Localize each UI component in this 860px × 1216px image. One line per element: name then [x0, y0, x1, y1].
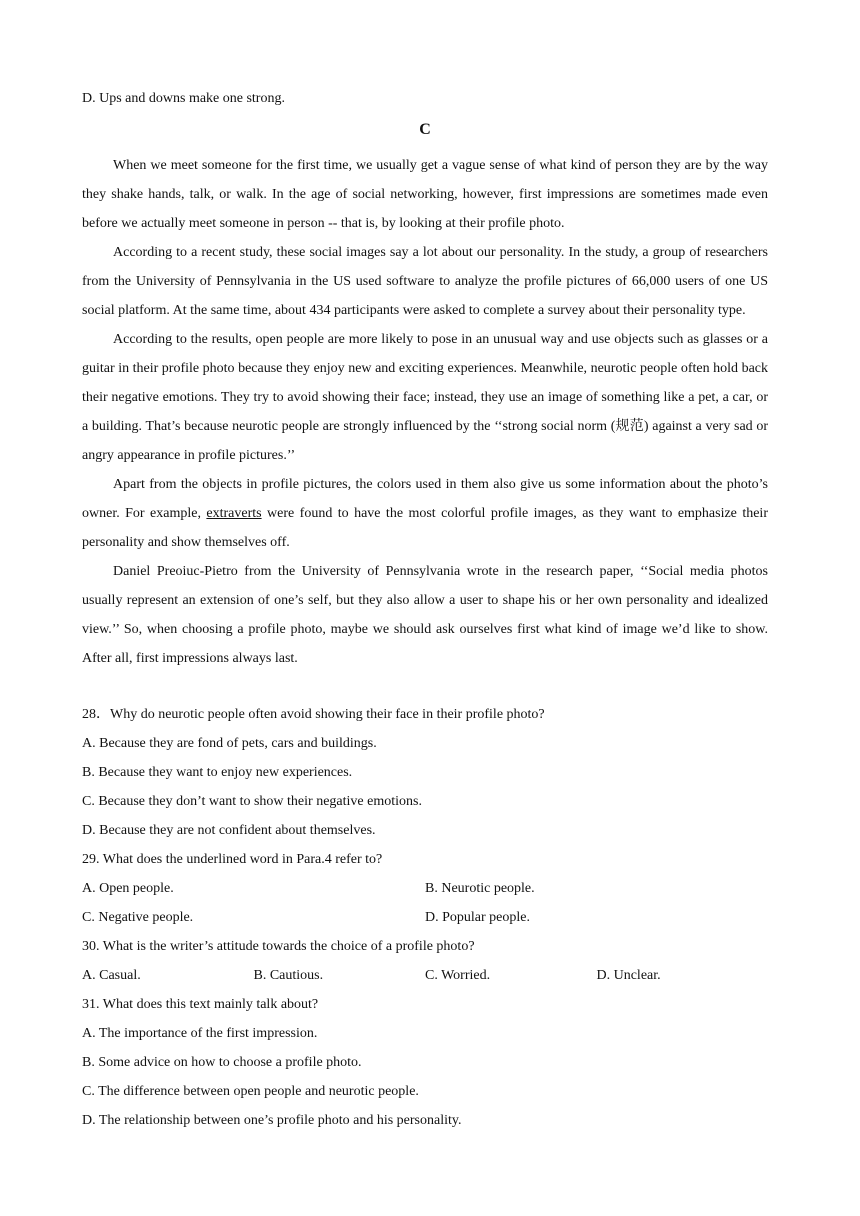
question-29-options-row-2	[82, 903, 768, 932]
question-30-options-row	[82, 961, 768, 990]
question-29-option-a: A. Open people.	[82, 881, 174, 896]
previous-question-option-d: D. Ups and downs make one strong.	[82, 91, 285, 106]
question-31-stem: 31. What does this text mainly talk about?	[82, 997, 319, 1012]
question-30-option-c: C. Worried.	[425, 968, 491, 983]
question-30-option-a: A. Casual.	[82, 968, 141, 983]
section-heading: C	[419, 121, 431, 138]
paragraph-4-text-before: Apart from the objects in profile pictures, the colors used in them also give us some information about the photo’s owner. For example,	[82, 477, 768, 521]
question-31-option-a: A. The importance of the first impression.	[82, 1026, 318, 1041]
question-29-option-c: C. Negative people.	[82, 910, 194, 925]
paragraph-4-text-after: were found to have the most colorful profile images, as they want to emphasize their personality and show themselves off.	[82, 506, 768, 550]
passage-paragraph-4	[82, 470, 768, 557]
question-30-option-d: D. Unclear.	[596, 968, 661, 983]
question-28-stem: 28．Why do neurotic people often avoid showing their face in their profile photo?	[82, 707, 545, 722]
passage-paragraph-2: According to a recent study, these social images say a lot about our personality. In the study, a group of researchers from the University of Pennsylvania in the US used software to analyze the profile pictures of 66,000 users of one US social platform. At the same time, about 434 participants were asked to complete a survey about their personality type.	[82, 245, 768, 318]
passage-paragraph-1: When we meet someone for the first time, we usually get a vague sense of what kind of person they are by the way they shake hands, talk, or walk. In the age of social networking, however, first impressions are sometimes made even before we actually meet someone in person -- that is, by looking at their profile photo.	[82, 158, 768, 231]
question-29-options-row-1	[82, 874, 768, 903]
question-28-option-c: C. Because they don’t want to show their negative emotions.	[82, 794, 422, 809]
question-29-stem: 29. What does the underlined word in Para.4 refer to?	[82, 852, 383, 867]
reading-passage	[82, 151, 768, 673]
passage-paragraph-3: According to the results, open people are more likely to pose in an unusual way and use objects such as glasses or a guitar in their profile photo because they enjoy new and exciting experiences. Meanwhile, neurotic people often hold back their negative emotions. They try to avoid showing their face; instead, they use an image of something like a pet, a car, or a building. That’s because neurotic people are strongly influenced by the ‘‘strong social norm (规范) against a very sad or angry appearance in profile pictures.’’	[82, 332, 768, 463]
question-29-option-d: D. Popular people.	[425, 910, 530, 925]
passage-paragraph-5: Daniel Preoiuc-Pietro from the University of Pennsylvania wrote in the research paper, ‘‘Social media photos usually represent an extension of one’s self, but they also allow a user to shape his or her own personality and idealized view.’’ So, when choosing a profile photo, maybe we should ask ourselves first what kind of image we’d like to show. After all, first impressions always last.	[82, 564, 768, 666]
question-31-option-d: D. The relationship between one’s profile photo and his personality.	[82, 1113, 462, 1128]
question-28-option-d: D. Because they are not confident about themselves.	[82, 823, 376, 838]
question-31-option-c: C. The difference between open people and neurotic people.	[82, 1084, 419, 1099]
question-30-stem: 30. What is the writer’s attitude towards the choice of a profile photo?	[82, 939, 475, 954]
question-29-option-b: B. Neurotic people.	[425, 881, 535, 896]
question-31-option-b: B. Some advice on how to choose a profile photo.	[82, 1055, 362, 1070]
underlined-word: extraverts	[206, 506, 262, 521]
question-30-option-b: B. Cautious.	[253, 968, 324, 983]
questions-section	[82, 700, 768, 1135]
question-28-option-b: B. Because they want to enjoy new experiences.	[82, 765, 353, 780]
question-28-option-a: A. Because they are fond of pets, cars and buildings.	[82, 736, 377, 751]
